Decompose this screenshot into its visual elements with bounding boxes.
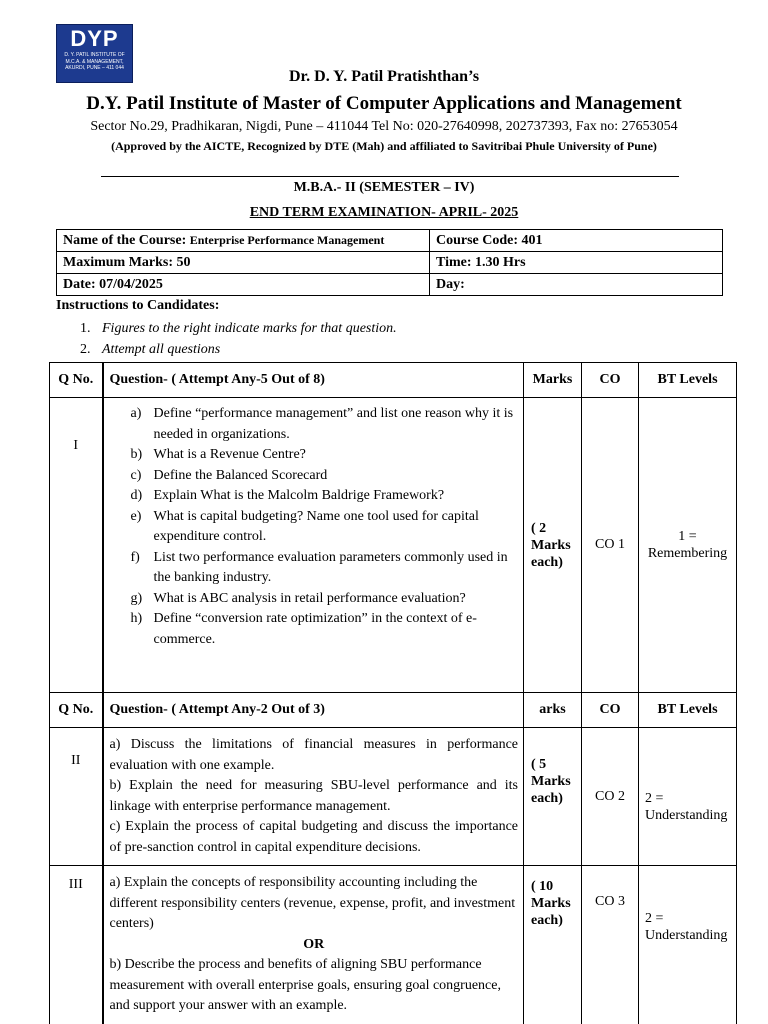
header-marks: Marks [524, 363, 582, 398]
question-text [103, 398, 524, 693]
sub-question-label: b) [130, 447, 143, 462]
question-paragraph: a) Explain the concepts of responsibility accounting including the different responsibility centers (revenue, expense, profit, and investment centers) [109, 875, 516, 931]
logo-sub-text: D. Y. PATIL INSTITUTE OF M.C.A. & MANAGEMENT, AKURDI, PUNE – 411 044 [64, 52, 125, 71]
bt-level-line: Remembering [647, 546, 728, 561]
header-co: CO [582, 693, 639, 728]
course-name-cell [57, 230, 430, 252]
instructions-list [80, 318, 397, 360]
bt-level-cell [639, 866, 737, 1024]
semester-title: M.B.A.- II (SEMESTER – IV) [293, 180, 475, 195]
question-number: III [50, 866, 103, 1024]
institute-address: Sector No.29, Pradhikaran, Nigdi, Pune – 411044 Tel No: 020-27640998, 202737393, Fax no: 27653054 [90, 119, 678, 134]
question-row-1 [50, 398, 737, 693]
question-table [49, 362, 737, 1024]
sub-question [131, 507, 518, 548]
question-number: II [50, 728, 103, 866]
sub-question [131, 445, 518, 466]
marks-line: Marks [531, 896, 571, 911]
marks-line: each) [531, 554, 563, 570]
sub-question-label: g) [130, 590, 143, 606]
exam-title: END TERM EXAMINATION- APRIL- 2025 [249, 205, 519, 220]
question-paragraph: b) Explain the need for measuring SBU-level performance and its linkage with enterprise performance management. [109, 778, 518, 814]
header-question: Question- ( Attempt Any-2 Out of 3) [103, 693, 524, 728]
bt-level-value [645, 790, 736, 824]
header-co: CO [582, 363, 639, 398]
institute-name: D.Y. Patil Institute of Master of Computer Applications and Management [86, 93, 682, 114]
marks-cell [524, 866, 582, 1024]
header-bt-levels: BT Levels [639, 363, 737, 398]
date-cell: Date: 07/04/2025 [57, 274, 430, 296]
course-code-cell: Course Code: 401 [430, 230, 723, 252]
bt-level-cell [639, 728, 737, 866]
course-info-table [56, 229, 723, 296]
bt-level-value [645, 910, 736, 944]
instruction-number: 1. [80, 321, 91, 336]
instruction-number: 2. [80, 342, 91, 357]
day-cell: Day: [430, 274, 723, 296]
marks-value [524, 520, 581, 571]
marks-line: Marks [531, 537, 571, 553]
sub-question-list [104, 398, 524, 656]
question-text [103, 728, 524, 866]
sub-question [131, 486, 518, 507]
sub-question [131, 548, 518, 589]
header-qno: Q No. [50, 363, 103, 398]
marks-cell [524, 728, 582, 866]
co-cell: CO 1 [582, 398, 639, 693]
question-text [103, 866, 524, 1024]
sub-question-label: d) [130, 488, 143, 503]
header-question: Question- ( Attempt Any-5 Out of 8) [103, 363, 524, 398]
co-cell: CO 2 [582, 728, 639, 866]
sub-question [131, 609, 518, 650]
marks-value [524, 756, 581, 807]
logo-main-text: DYP [70, 26, 119, 51]
instructions-heading: Instructions to Candidates: [56, 298, 220, 313]
header-qno: Q No. [50, 693, 103, 728]
header-bt-levels: BT Levels [639, 693, 737, 728]
sub-question-text: Define “conversion rate optimization” in the context of e-commerce. [153, 611, 477, 647]
bt-level-line: 1 = [678, 529, 697, 544]
instruction-item [80, 339, 397, 360]
bt-level-line: Understanding [645, 928, 728, 943]
sub-question-text: What is ABC analysis in retail performance evaluation? [153, 590, 466, 606]
question-paragraphs [104, 728, 524, 864]
bt-level-line: 2 = [645, 790, 664, 806]
question-row-3 [50, 866, 737, 1024]
sub-question [131, 589, 518, 610]
instruction-item [80, 318, 397, 339]
or-separator: OR [303, 936, 325, 952]
question-paragraph: c) Explain the process of capital budgeting and discuss the importance of pre-sanction control in capital expenditure decisions. [109, 819, 518, 855]
question-table-header [50, 693, 737, 728]
sub-question-text: Define the Balanced Scorecard [153, 467, 328, 483]
marks-value [524, 878, 581, 929]
sub-question-label: e) [130, 508, 142, 524]
marks-line: Marks [531, 774, 571, 789]
co-cell: CO 3 [582, 866, 639, 1024]
sub-question-text: Explain What is the Malcolm Baldrige Framework? [153, 488, 445, 503]
approval-note: (Approved by the AICTE, Recognized by DTE (Mah) and affiliated to Savitribai Phule University of Pune) [111, 139, 657, 153]
question-row-2 [50, 728, 737, 866]
trust-name: Dr. D. Y. Patil Pratishthan’s [288, 68, 480, 85]
question-paragraph: b) Describe the process and benefits of aligning SBU performance measurement with overall enterprise goals, ensuring goal congruence, and support your answer with an example. [109, 957, 501, 1013]
marks-line: each) [531, 791, 563, 806]
sub-question [131, 404, 518, 445]
marks-line: ( 5 [531, 757, 547, 772]
sub-question-text: What is capital budgeting? Name one tool used for capital expenditure control. [153, 508, 479, 544]
instruction-text: Attempt all questions [102, 342, 221, 357]
bt-level-line: Understanding [645, 807, 728, 823]
question-table-header [50, 363, 737, 398]
course-name-value: Enterprise Performance Management [189, 232, 385, 247]
marks-line: ( 2 [531, 520, 547, 536]
sub-question-label: a) [130, 406, 142, 421]
sub-question-label: f) [130, 549, 140, 565]
header-marks: arks [524, 693, 582, 728]
sub-question [131, 466, 518, 487]
sub-question-label: c) [130, 467, 142, 483]
bt-level-cell [639, 398, 737, 693]
time-cell: Time: 1.30 Hrs [430, 252, 723, 274]
bt-level-line: 2 = [645, 911, 664, 926]
course-name-label: Name of the Course: [63, 232, 187, 248]
marks-line: ( 10 [531, 879, 554, 894]
max-marks-cell: Maximum Marks: 50 [57, 252, 430, 274]
sub-question-text: Define “performance management” and list one reason why it is needed in organizations. [153, 406, 514, 442]
sub-question-text: What is a Revenue Centre? [153, 447, 306, 462]
instruction-text: Figures to the right indicate marks for that question. [102, 321, 397, 336]
marks-line: each) [531, 913, 563, 928]
question-paragraph: a) Discuss the limitations of financial measures in performance evaluation with one example. [109, 737, 518, 773]
question-paragraphs [104, 866, 524, 1023]
header-divider [101, 176, 679, 177]
marks-cell [524, 398, 582, 693]
question-number: I [50, 398, 103, 693]
bt-level-value [639, 528, 736, 562]
sub-question-text: List two performance evaluation parameters commonly used in the banking industry. [153, 549, 508, 585]
sub-question-label: h) [130, 611, 143, 626]
